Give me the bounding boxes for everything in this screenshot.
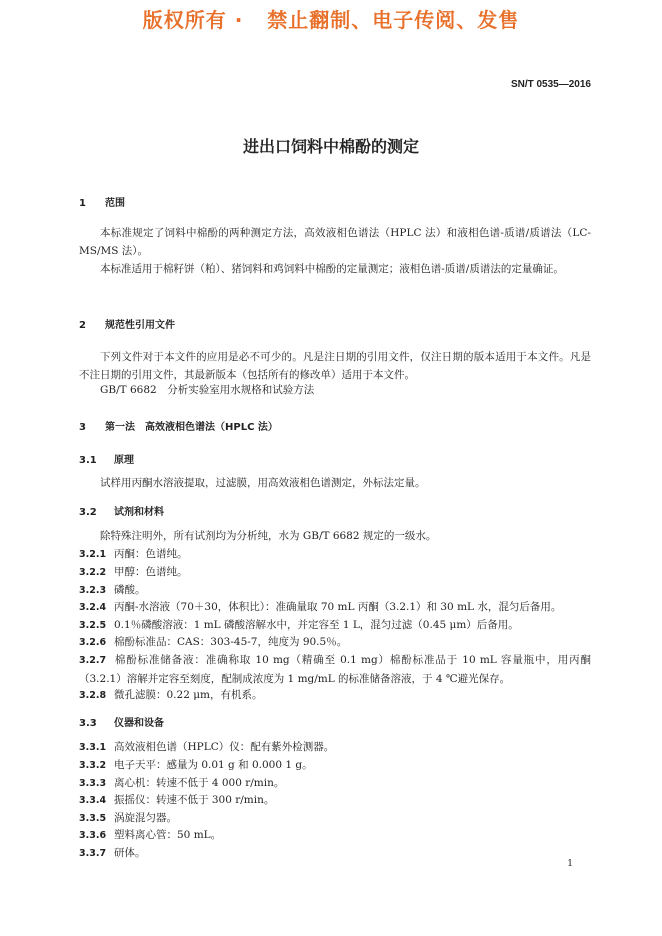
item-text: 磷酸。: [114, 584, 146, 596]
item-number: 3.2.8: [79, 690, 107, 701]
section-number: 3.1: [79, 455, 97, 466]
item-text: 离心机：转速不低于 4 000 r/min。: [114, 777, 285, 789]
item-text: 丙酮-水溶液（70＋30，体积比）：准确量取 70 mL 丙酮（3.2.1）和 30 mL 水，混匀后备用。: [114, 601, 562, 613]
section-title: 第一法 高效液相色谱法（HPLC 法）: [105, 422, 278, 433]
section-title: 原理: [114, 455, 134, 466]
item-number: 3.2.1: [79, 549, 107, 560]
reference-entry: GB/T 6682 分析实验室用水规格和试验方法: [100, 384, 315, 396]
list-item: [79, 686, 591, 705]
standard-code: SN/T 0535—2016: [510, 79, 591, 90]
section-number: 3.3: [79, 718, 97, 729]
section-number: 1: [79, 198, 86, 209]
paragraph: 试样用丙酮水溶液提取，过滤膜，用高效液相色谱测定，外标法定量。: [100, 477, 426, 489]
list-item: [79, 598, 591, 617]
section-title: 试剂和材料: [114, 507, 164, 518]
subsection-heading-apparatus: [79, 714, 164, 729]
section-title: 范围: [105, 198, 125, 209]
item-text: 棉酚标准品：CAS：303-45-7，纯度为 90.5％。: [114, 636, 348, 648]
list-item: [79, 738, 591, 757]
item-number: 3.2.2: [79, 567, 107, 578]
section-heading-method-one: [79, 418, 278, 433]
item-text: 电子天平：感量为 0.01 g 和 0.000 1 g。: [114, 759, 313, 771]
document-title: 进出口饲料中棉酚的测定: [242, 137, 419, 156]
list-item: [79, 651, 591, 688]
item-number: 3.3.1: [79, 742, 107, 753]
list-item: [79, 563, 591, 582]
section-number: 2: [79, 320, 86, 331]
item-text: 0.1％磷酸溶液：1 mL 磷酸溶解水中，并定容至 1 L，混匀过滤（0.45 μm）后备用。: [114, 619, 519, 631]
section-title: 规范性引用文件: [105, 320, 175, 331]
paragraph: 除特殊注明外，所有试剂均为分析纯，水为 GB/T 6682 规定的一级水。: [100, 530, 437, 542]
item-text: 高效液相色谱（HPLC）仪：配有紫外检测器。: [114, 741, 335, 753]
item-number: 3.3.7: [79, 848, 107, 859]
paragraph: 本标准适用于棉籽饼（粕）、猪饲料和鸡饲料中棉酚的定量测定；液相色谱-质谱/质谱法的定量确证。: [100, 263, 564, 275]
item-number: 3.2.4: [79, 602, 107, 613]
list-item: [79, 844, 591, 863]
item-text: 振摇仪：转速不低于 300 r/min。: [114, 794, 275, 806]
item-text: 微孔滤膜：0.22 μm，有机系。: [114, 689, 263, 701]
list-item: [79, 633, 591, 652]
section-number: 3.2: [79, 507, 97, 518]
paragraph: 本标准规定了饲料中棉酚的两种测定方法，高效液相色谱法（HPLC 法）和液相色谱-质谱/质谱法（LC-MS/MS 法）。: [79, 227, 591, 257]
subsection-heading-principle: [79, 451, 134, 466]
item-number: 3.3.4: [79, 795, 107, 806]
item-text: 棉酚标准储备液：准确称取 10 mg（精确至 0.1 mg）棉酚标准品于 10 mL 容量瓶中，用丙酮（3.2.1）溶解并定容至刻度，配制成浓度为 1 mg/mL 的标准储备溶液，于 4 ℃避光保存。: [79, 654, 591, 685]
list-item: [79, 756, 591, 775]
item-number: 3.3.5: [79, 813, 107, 824]
list-item: [79, 545, 591, 564]
section-number: 3: [79, 422, 86, 433]
page-number: 1: [567, 859, 573, 869]
item-text: 研体。: [114, 847, 146, 859]
list-item: [79, 826, 591, 845]
watermark-banner: 版权所有 · 禁止翻制、电子传阅、发售: [142, 8, 520, 32]
paragraph: 下列文件对于本文件的应用是必不可少的。凡是注日期的引用文件，仅注日期的版本适用于本文件。凡是不注日期的引用文件，其最新版本（包括所有的修改单）适用于本文件。: [79, 351, 591, 381]
item-number: 3.2.6: [79, 637, 107, 648]
item-text: 丙酮：色谱纯。: [114, 548, 188, 560]
item-number: 3.2.7: [79, 655, 107, 666]
list-item: [79, 791, 591, 810]
subsection-heading-reagents: [79, 503, 164, 518]
section-heading-scope: [79, 194, 125, 209]
item-number: 3.3.2: [79, 760, 107, 771]
item-text: 甲醇：色谱纯。: [114, 566, 188, 578]
item-number: 3.2.3: [79, 585, 107, 596]
item-number: 3.3.3: [79, 778, 107, 789]
item-text: 涡旋混匀器。: [114, 812, 177, 824]
section-title: 仪器和设备: [114, 718, 164, 729]
item-number: 3.3.6: [79, 830, 107, 841]
item-text: 塑料离心管：50 mL。: [114, 829, 222, 841]
section-heading-normative-references: [79, 316, 175, 331]
item-number: 3.2.5: [79, 620, 107, 631]
